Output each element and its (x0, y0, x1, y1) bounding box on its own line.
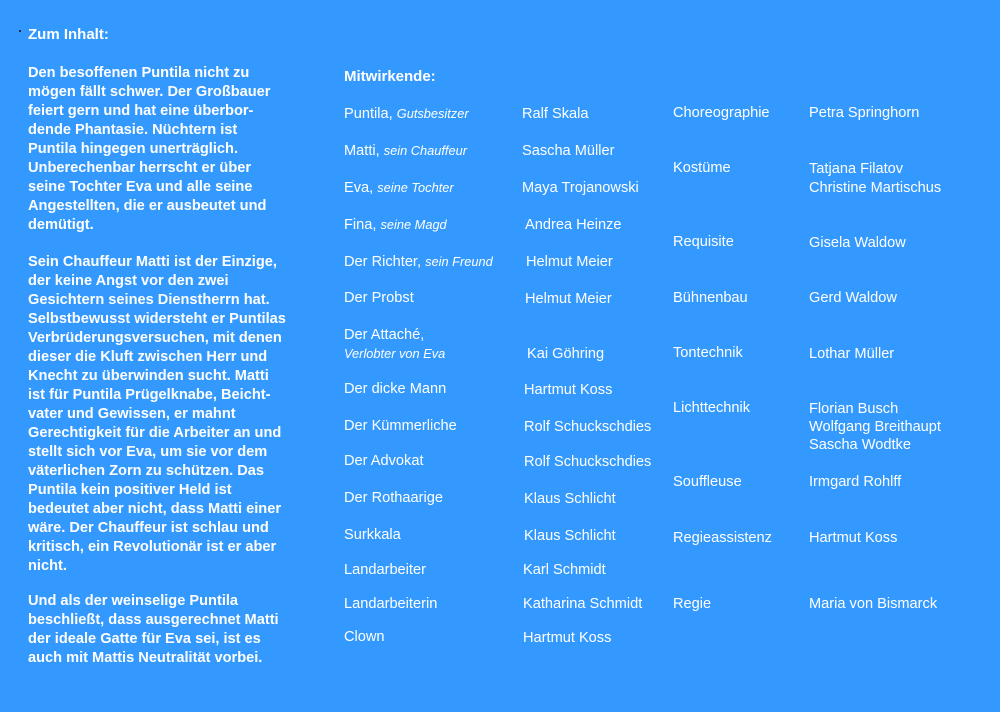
text-line: feiert gern und hat eine überbor- (28, 103, 254, 119)
cast-role (344, 105, 469, 123)
role-desc: seine Tochter (377, 180, 454, 195)
text-line: Gesichtern seines Dienstherrn hat. (28, 292, 270, 308)
text-line: demütigt. (28, 217, 94, 233)
role-name: Fina, (344, 217, 377, 233)
crew-role: Bühnenbau (673, 290, 748, 306)
cast-role (344, 380, 446, 398)
role-name: Landarbeiter (344, 562, 426, 578)
role-name: Eva, (344, 180, 374, 196)
cast-actor: Klaus Schlicht (524, 491, 616, 507)
text-line: beschließt, dass ausgerechnet Matti (28, 612, 279, 628)
role-name: Clown (344, 629, 385, 645)
cast-actor: Hartmut Koss (524, 382, 613, 398)
role-desc: sein Freund (425, 254, 493, 269)
text-line: Und als der weinselige Puntila (28, 593, 239, 609)
crew-person: Wolfgang Breithaupt (809, 419, 941, 435)
crew-person: Hartmut Koss (809, 530, 898, 546)
text-line: Den besoffenen Puntila nicht zu (28, 65, 250, 81)
cast-actor: Rolf Schuckschdies (524, 454, 652, 470)
role-name: Der Advokat (344, 453, 424, 469)
cast-role (344, 561, 426, 579)
text-line: stellt sich vor Eva, um sie vor dem (28, 444, 268, 460)
crew-person: Lothar Müller (809, 346, 895, 362)
crew-role: Souffleuse (673, 474, 742, 490)
cast-role (344, 526, 401, 544)
cast-role-desc (344, 345, 445, 363)
cast-role (344, 289, 414, 307)
text-line: auch mit Mattis Neutralität vorbei. (28, 650, 263, 666)
cast-actor: Sascha Müller (522, 143, 615, 159)
role-name: Der Rothaarige (344, 490, 443, 506)
crew-person: Florian Busch (809, 401, 899, 417)
text-line: dende Phantasie. Nüchtern ist (28, 122, 238, 138)
role-name: Der Richter, (344, 254, 422, 270)
role-name: Landarbeiterin (344, 596, 438, 612)
crew-person: Irmgard Rohlff (809, 474, 902, 490)
cast-actor: Karl Schmidt (523, 562, 606, 578)
crew-role: Tontechnik (673, 345, 743, 361)
text-line: väterlichen Zorn zu schützen. Das (28, 463, 264, 479)
cast-role (344, 253, 493, 271)
cast-actor: Hartmut Koss (523, 630, 612, 646)
text-line: Verbrüderungsversuchen, mit denen (28, 330, 282, 346)
text-line: Unberechenbar herrscht er über (28, 160, 252, 176)
role-name: Matti, (344, 143, 380, 159)
role-name: Surkkala (344, 527, 401, 543)
cast-role (344, 417, 457, 435)
cast-actor: Andrea Heinze (525, 217, 622, 233)
text-line: Puntila hingegen unerträglich. (28, 141, 239, 157)
text-line: der keine Angst vor den zwei (28, 273, 229, 289)
crew-role: Lichttechnik (673, 400, 751, 416)
crew-role: Choreographie (673, 105, 770, 121)
text-line: Knecht zu überwinden sucht. Matti (28, 368, 269, 384)
role-name: Puntila, (344, 106, 393, 122)
text-line: Gerechtigkeit für die Arbeiter an und (28, 425, 282, 441)
intro-heading: Zum Inhalt: (28, 26, 109, 43)
text-line: Angestellten, die er ausbeutet und (28, 198, 267, 214)
crew-person: Sascha Wodtke (809, 437, 911, 453)
text-line: Puntila kein positiver Held ist (28, 482, 232, 498)
crew-person: Gisela Waldow (809, 235, 906, 251)
text-line: Selbstbewusst widersteht er Puntilas (28, 311, 286, 327)
text-line: mögen fällt schwer. Der Großbauer (28, 84, 271, 100)
intro-paragraph-3 (28, 592, 328, 668)
text-line: seine Tochter Eva und alle seine (28, 179, 253, 195)
role-name: Der dicke Mann (344, 381, 447, 397)
cast-actor: Kai Göhring (527, 346, 605, 362)
role-desc: sein Chauffeur (383, 143, 467, 158)
role-desc: Gutsbesitzer (396, 106, 469, 121)
cast-role (344, 142, 467, 160)
role-name: Der Attaché, (344, 327, 425, 343)
text-line: ist für Puntila Prügelknabe, Beicht- (28, 387, 271, 403)
cast-actor: Rolf Schuckschdies (524, 419, 652, 435)
crew-role: Requisite (673, 234, 734, 250)
crew-person: Gerd Waldow (809, 290, 897, 306)
text-line: der ideale Gatte für Eva sei, ist es (28, 631, 261, 647)
crew-role: Regieassistenz (673, 530, 772, 546)
intro-paragraph-1 (28, 64, 328, 235)
text-line: wäre. Der Chauffeur ist schlau und (28, 520, 269, 536)
cast-title: Mitwirkende: (344, 68, 436, 85)
cast-role (344, 216, 447, 234)
stray-dot (19, 30, 21, 32)
crew-role: Regie (673, 596, 712, 612)
cast-role (344, 179, 454, 197)
crew-role: Kostüme (673, 160, 731, 176)
text-line: kritisch, ein Revolutionär ist er aber (28, 539, 277, 555)
cast-actor: Ralf Skala (522, 106, 589, 122)
crew-person: Christine Martischus (809, 180, 942, 196)
text-line: bedeutet aber nicht, dass Matti einer (28, 501, 282, 517)
text-line: vater und Gewissen, er mahnt (28, 406, 236, 422)
cast-actor: Helmut Meier (525, 291, 612, 307)
cast-actor: Katharina Schmidt (523, 596, 643, 612)
crew-person: Petra Springhorn (809, 105, 920, 121)
role-desc: seine Magd (380, 217, 447, 232)
cast-role (344, 595, 437, 613)
cast-actor: Helmut Meier (526, 254, 613, 270)
cast-actor: Klaus Schlicht (524, 528, 616, 544)
cast-actor: Maya Trojanowski (522, 180, 639, 196)
crew-person: Maria von Bismarck (809, 596, 938, 612)
role-desc: Verlobter von Eva (344, 346, 446, 361)
text-line: dieser die Kluft zwischen Herr und (28, 349, 268, 365)
cast-role (344, 326, 424, 344)
intro-paragraph-2 (28, 253, 328, 576)
role-name: Der Probst (344, 290, 414, 306)
cast-role (344, 452, 424, 470)
text-line: Sein Chauffeur Matti ist der Einzige, (28, 254, 277, 270)
text-line: nicht. (28, 558, 67, 574)
role-name: Der Kümmerliche (344, 418, 457, 434)
cast-role (344, 628, 385, 646)
crew-person: Tatjana Filatov (809, 161, 904, 177)
cast-role (344, 489, 443, 507)
